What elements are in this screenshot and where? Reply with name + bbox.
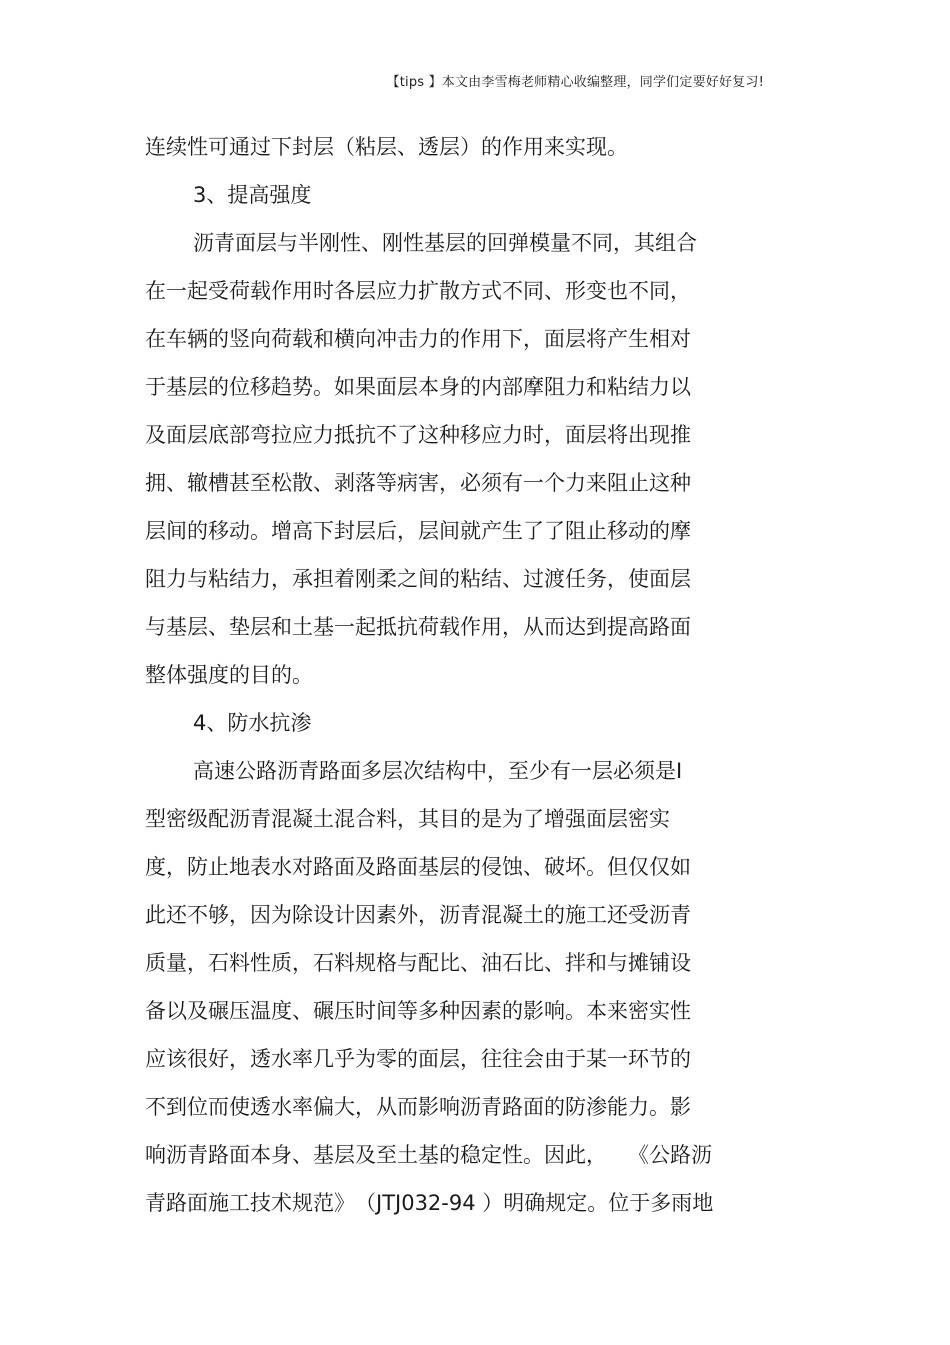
header-note: 【tips 】本文由李雪梅老师精心收编整理，同学们定要好好复习!	[386, 75, 764, 90]
text-line: 层间的移动。增高下封层后，层间就产生了了阻止移动的摩	[145, 519, 691, 543]
text-line: 型密级配沥青混凝土混合料，其目的是为了增强面层密实	[145, 807, 670, 831]
text-line: 阻力与粘结力，承担着刚柔之间的粘结、过渡任务，使面层	[145, 567, 691, 591]
text-line: 在一起受荷载作用时各层应力扩散方式不同、形变也不同，	[145, 279, 691, 303]
text-line: 在车辆的竖向荷载和横向冲击力的作用下，面层将产生相对	[145, 327, 691, 351]
text-line: 备以及碾压温度、碾压时间等多种因素的影响。本来密实性	[145, 999, 691, 1023]
text-line: 及面层底部弯拉应力抵抗不了这种移应力时，面层将出现推	[145, 423, 691, 447]
text-line: 与基层、垫层和土基一起抵抗荷载作用，从而达到提高路面	[145, 615, 691, 639]
text-line: 沥青面层与半刚性、刚性基层的回弹模量不同，其组合	[193, 231, 697, 255]
text-line: 于基层的位移趋势。如果面层本身的内部摩阻力和粘结力以	[145, 375, 691, 399]
section-heading: 4、防水抗渗	[193, 711, 312, 735]
text-line: 连续性可通过下封层（粘层、透层）的作用来实现。	[145, 135, 628, 159]
text-line: 不到位而使透水率偏大，从而影响沥青路面的防渗能力。影	[145, 1095, 691, 1119]
text-line: 青路面施工技术规范》 （JTJ032-94 ）明确规定。位于多雨地	[145, 1191, 714, 1215]
text-line: 拥、辙槽甚至松散、剥落等病害，必须有一个力来阻止这种	[145, 471, 691, 495]
text-line: 质量，石料性质，石料规格与配比、油石比、拌和与摊铺设	[145, 951, 691, 975]
text-line: 响沥青路面本身、基层及至土基的稳定性。因此， 《公路沥	[145, 1143, 712, 1167]
text-line: 整体强度的目的。	[145, 663, 313, 687]
text-line: 应该很好，透水率几乎为零的面层，往往会由于某一环节的	[145, 1047, 691, 1071]
text-line: 度，防止地表水对路面及路面基层的侵蚀、破坏。但仅仅如	[145, 855, 691, 879]
text-line: 高速公路沥青路面多层次结构中，至少有一层必须是Ⅰ	[193, 759, 683, 783]
section-heading: 3、提高强度	[193, 183, 312, 207]
text-line: 此还不够，因为除设计因素外，沥青混凝土的施工还受沥青	[145, 903, 691, 927]
